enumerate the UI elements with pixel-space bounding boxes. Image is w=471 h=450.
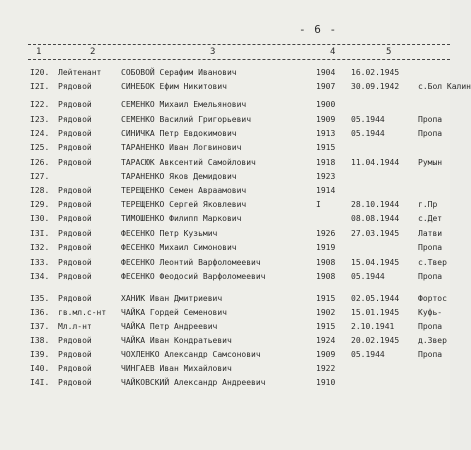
row-rank: Рядовой [58, 350, 92, 359]
col-header-5: 5 [386, 47, 392, 57]
col-header-4: 4 [330, 47, 336, 57]
row-name: СЕМЕНКО Михаил Емельянович [121, 100, 247, 109]
row-number: I28. [30, 186, 50, 195]
row-date: 27.03.1945 [351, 229, 400, 238]
row-birth-year: I [316, 200, 321, 209]
row-name: СЕМЕНКО Василий Григорьевич [121, 115, 252, 124]
row-birth-year: 1909 [316, 115, 336, 124]
table-row [0, 270, 450, 283]
table-row [0, 306, 450, 319]
row-rank: Рядовой [58, 272, 92, 281]
row-number: I20. [30, 68, 50, 77]
row-name: ФЕСЕНКО Михаил Симонович [121, 243, 237, 252]
table-row [0, 141, 450, 154]
row-number: I35. [30, 294, 50, 303]
row-rank: Рядовой [58, 200, 92, 209]
col-header-2: 2 [90, 47, 96, 57]
row-birth-year: 1910 [316, 378, 336, 387]
row-note: с.Дет [418, 214, 443, 223]
page-number: - 6 - [299, 23, 338, 36]
row-note: г.Пр [418, 200, 438, 209]
row-rank: Рядовой [58, 364, 92, 373]
col-header-3: 3 [210, 47, 216, 57]
table-row [0, 212, 450, 225]
row-birth-year: 1922 [316, 364, 336, 373]
row-number: I29. [30, 200, 50, 209]
table-row [0, 241, 450, 254]
row-date: 16.02.1945 [351, 68, 400, 77]
row-birth-year: 1924 [316, 336, 336, 345]
row-date: 05.1944 [351, 129, 385, 138]
row-number: I32. [30, 243, 50, 252]
table-row [0, 66, 450, 79]
row-name: ТАРАНЕНКО Иван Логвинович [121, 143, 242, 152]
row-number: I33. [30, 258, 50, 267]
table-row [0, 320, 450, 333]
row-name: СИНЕБОК Ефим Никитович [121, 82, 227, 91]
row-rank: Рядовой [58, 378, 92, 387]
row-number: I34. [30, 272, 50, 281]
row-name: ФЕСЕНКО Феодосий Варфоломеевич [121, 272, 266, 281]
row-birth-year: 1907 [316, 82, 336, 91]
row-name: СИНИЧКА Петр Евдокимович [121, 129, 237, 138]
row-note: д.Звер [418, 336, 447, 345]
row-note: Фортос [418, 294, 447, 303]
row-date: 05.1944 [351, 272, 385, 281]
row-date: 02.05.1944 [351, 294, 400, 303]
row-number: I26. [30, 158, 50, 167]
table-row [0, 198, 450, 211]
row-name: ФЕСЕНКО Леонтий Варфоломеевич [121, 258, 261, 267]
row-number: I3I. [30, 229, 50, 238]
row-name: ЧАЙКА Гордей Семенович [121, 308, 227, 317]
row-number: I40. [30, 364, 50, 373]
row-name: ФЕСЕНКО Петр Кузьмич [121, 229, 218, 238]
row-name: ТЕРЕЩЕНКО Сергей Яковлевич [121, 200, 247, 209]
table-row [0, 80, 471, 93]
row-date: 08.08.1944 [351, 214, 400, 223]
row-date: 11.04.1944 [351, 158, 400, 167]
row-rank: Мл.л-нт [58, 322, 92, 331]
row-rank: Рядовой [58, 158, 92, 167]
row-note: Пропа [418, 272, 443, 281]
row-rank: Рядовой [58, 143, 92, 152]
row-birth-year: 1915 [316, 322, 336, 331]
row-note: с.Твер [418, 258, 447, 267]
table-row [0, 156, 450, 169]
row-date: 28.10.1944 [351, 200, 400, 209]
table-row [0, 227, 450, 240]
row-rank: Рядовой [58, 243, 92, 252]
row-rank: гв.мл.с-нт [58, 308, 107, 317]
row-number: I27. [30, 172, 50, 181]
row-date: 2.10.1941 [351, 322, 395, 331]
row-name: ХАНИК Иван Дмитриевич [121, 294, 223, 303]
row-birth-year: 1918 [316, 158, 336, 167]
table-row [0, 376, 450, 389]
row-rank: Рядовой [58, 294, 92, 303]
row-rank: Рядовой [58, 229, 92, 238]
row-birth-year: 1913 [316, 129, 336, 138]
row-number: I30. [30, 214, 50, 223]
row-name: ЧАЙКА Петр Андреевич [121, 322, 218, 331]
row-rank: Рядовой [58, 214, 92, 223]
row-rank: Лейтенант [58, 68, 102, 77]
row-number: I24. [30, 129, 50, 138]
row-note: Пропа [418, 129, 443, 138]
header-bottom-rule [28, 59, 450, 60]
row-name: ЧАЙКОВСКИЙ Александр Андреевич [121, 378, 266, 387]
row-number: I25. [30, 143, 50, 152]
row-date: 05.1944 [351, 350, 385, 359]
row-number: I22. [30, 100, 50, 109]
row-rank: Рядовой [58, 129, 92, 138]
table-row [0, 113, 450, 126]
row-number: I36. [30, 308, 50, 317]
row-name: ТЕРЕЩЕНКО Семен Авраамович [121, 186, 247, 195]
table-row [0, 127, 450, 140]
row-name: ТАРАСЮК Авксентий Самойлович [121, 158, 256, 167]
row-birth-year: 1926 [316, 229, 336, 238]
row-rank: Рядовой [58, 186, 92, 195]
row-birth-year: 1908 [316, 258, 336, 267]
row-number: I23. [30, 115, 50, 124]
table-row [0, 292, 450, 305]
row-birth-year: 1915 [316, 143, 336, 152]
row-birth-year: 1904 [316, 68, 336, 77]
header-top-rule [28, 44, 450, 45]
row-rank: Рядовой [58, 258, 92, 267]
row-date: 05.1944 [351, 115, 385, 124]
row-rank: Рядовой [58, 336, 92, 345]
row-number: I4I. [30, 378, 50, 387]
row-rank: Рядовой [58, 82, 92, 91]
row-name: ЧИНГАЕВ Иван Михайлович [121, 364, 232, 373]
table-row [0, 184, 450, 197]
row-birth-year: 1908 [316, 272, 336, 281]
row-number: I2I. [30, 82, 50, 91]
row-birth-year: 1900 [316, 100, 336, 109]
row-rank: Рядовой [58, 115, 92, 124]
row-birth-year: 1915 [316, 294, 336, 303]
table-row [0, 334, 450, 347]
table-row [0, 98, 450, 111]
col-header-1: 1 [36, 47, 42, 57]
row-name: ТИМОШЕНКО Филипп Маркович [121, 214, 242, 223]
row-number: I39. [30, 350, 50, 359]
row-name: СОБОВОЙ Серафим Иванович [121, 68, 237, 77]
row-date: 30.09.1942 [351, 82, 400, 91]
row-note: Пропа [418, 350, 443, 359]
row-note: Пропа [418, 243, 443, 252]
row-birth-year: 1923 [316, 172, 336, 181]
table-row [0, 256, 450, 269]
row-date: 20.02.1945 [351, 336, 400, 345]
row-date: 15.01.1945 [351, 308, 400, 317]
row-note: Пропа [418, 322, 443, 331]
row-name: ТАРАНЕНКО Яков Демидович [121, 172, 237, 181]
row-number: I38. [30, 336, 50, 345]
row-number: I37. [30, 322, 50, 331]
row-note: Куфь- [418, 308, 443, 317]
table-row [0, 170, 450, 183]
table-row [0, 348, 450, 361]
row-date: 15.04.1945 [351, 258, 400, 267]
row-name: ЧАЙКА Иван Кондратьевич [121, 336, 232, 345]
row-name: ЧОХЛЕНКО Александр Самсонович [121, 350, 261, 359]
row-birth-year: 1914 [316, 186, 336, 195]
table-row [0, 362, 450, 375]
row-note: Латви [418, 229, 443, 238]
row-note: Пропа [418, 115, 443, 124]
row-rank: Рядовой [58, 100, 92, 109]
row-birth-year: 1902 [316, 308, 336, 317]
row-birth-year: 1909 [316, 350, 336, 359]
row-note: с.Бол Калин [418, 82, 471, 91]
row-birth-year: 1919 [316, 243, 336, 252]
row-note: Румын [418, 158, 443, 167]
